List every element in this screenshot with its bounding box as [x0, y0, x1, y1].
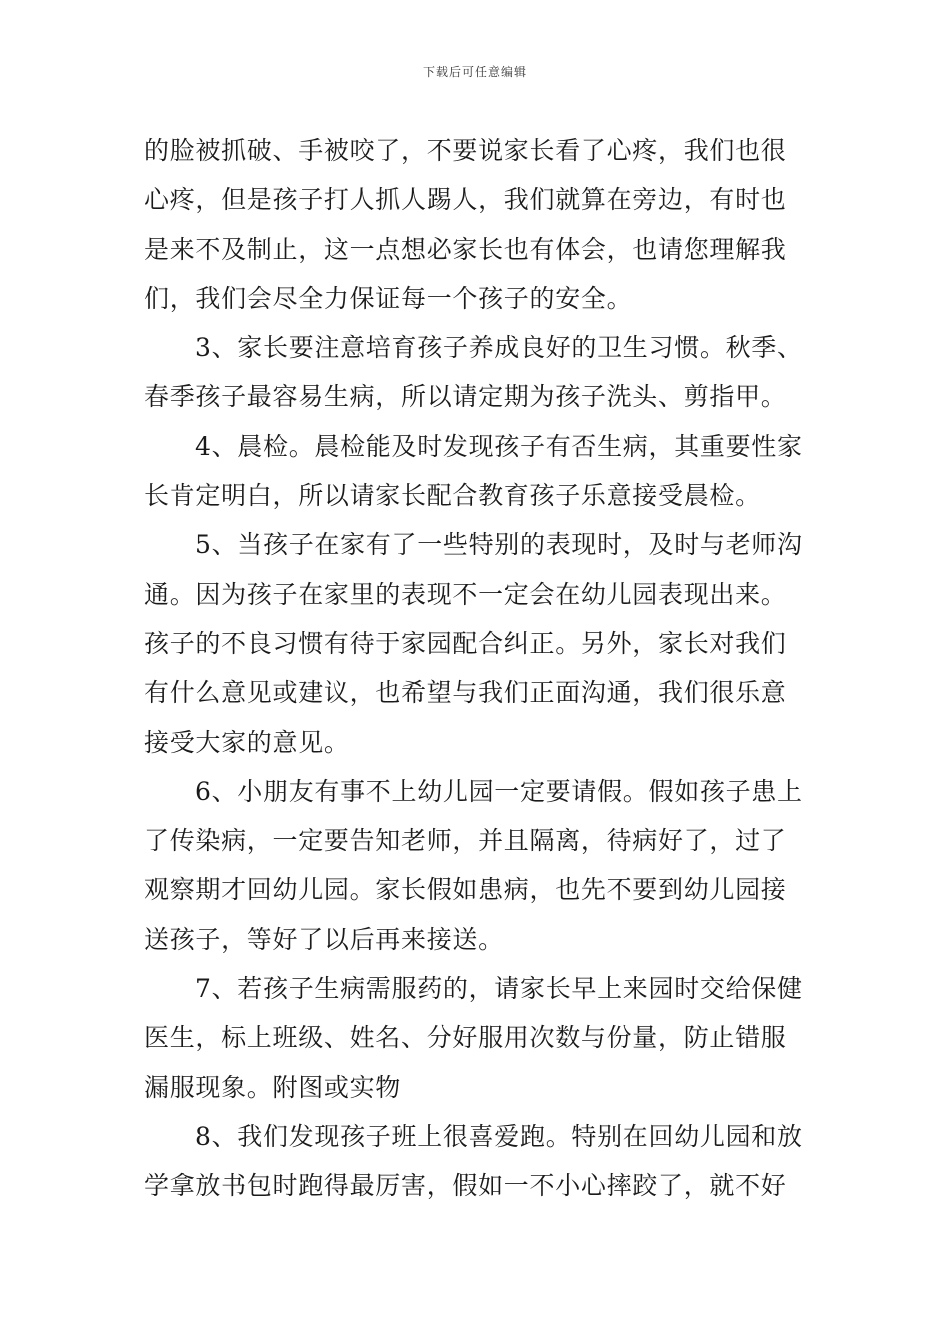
text-line: 是来不及制止，这一点想必家长也有体会，也请您理解我 — [144, 234, 787, 264]
page-header: 下载后可任意编辑 — [422, 65, 527, 79]
paragraph-start-line: 7、若孩子生病需服药的，请家长早上来园时交给保健 — [195, 974, 803, 1004]
text-line: 学拿放书包时跑得最厉害，假如一不小心摔跤了，就不好 — [144, 1171, 787, 1201]
text-line: 的脸被抓破、手被咬了，不要说家长看了心疼，我们也很 — [144, 136, 787, 165]
paragraph-start-line: 4、晨检。晨检能及时发现孩子有否生病，其重要性家 — [195, 431, 803, 461]
text-line: 春季孩子最容易生病，所以请定期为孩子洗头、剪指甲。 — [144, 382, 787, 412]
text-line: 心疼，但是孩子打人抓人踢人，我们就算在旁边，有时也 — [144, 185, 787, 215]
text-line: 接受大家的意见。 — [144, 727, 350, 757]
text-line: 长肯定明白，所以请家长配合教育孩子乐意接受晨检。 — [144, 481, 761, 511]
paragraph-start-line: 8、我们发现孩子班上很喜爱跑。特别在回幼儿园和放 — [195, 1121, 803, 1151]
text-line: 通。因为孩子在家里的表现不一定会在幼儿园表现出来。 — [144, 579, 787, 609]
text-line: 漏服现象。附图或实物 — [144, 1072, 402, 1102]
text-line: 有什么意见或建议，也希望与我们正面沟通，我们很乐意 — [144, 678, 787, 708]
text-line: 们，我们会尽全力保证每一个孩子的安全。 — [144, 283, 633, 313]
paragraph-start-line: 5、当孩子在家有了一些特别的表现时，及时与老师沟 — [195, 530, 803, 560]
text-line: 医生，标上班级、姓名、分好服用次数与份量，防止错服 — [144, 1023, 787, 1053]
text-line: 孩子的不良习惯有待于家园配合纠正。另外，家长对我们 — [144, 628, 787, 658]
text-line: 了传染病，一定要告知老师，并且隔离，待病好了，过了 — [144, 826, 787, 856]
paragraph-start-line: 6、小朋友有事不上幼儿园一定要请假。假如孩子患上 — [195, 776, 803, 806]
body-text — [144, 126, 808, 1211]
text-line: 送孩子，等好了以后再来接送。 — [144, 924, 504, 954]
text-line: 观察期才回幼儿园。家长假如患病，也先不要到幼儿园接 — [144, 875, 787, 905]
paragraph-start-line: 3、家长要注意培育孩子养成良好的卫生习惯。秋季、 — [195, 333, 803, 363]
